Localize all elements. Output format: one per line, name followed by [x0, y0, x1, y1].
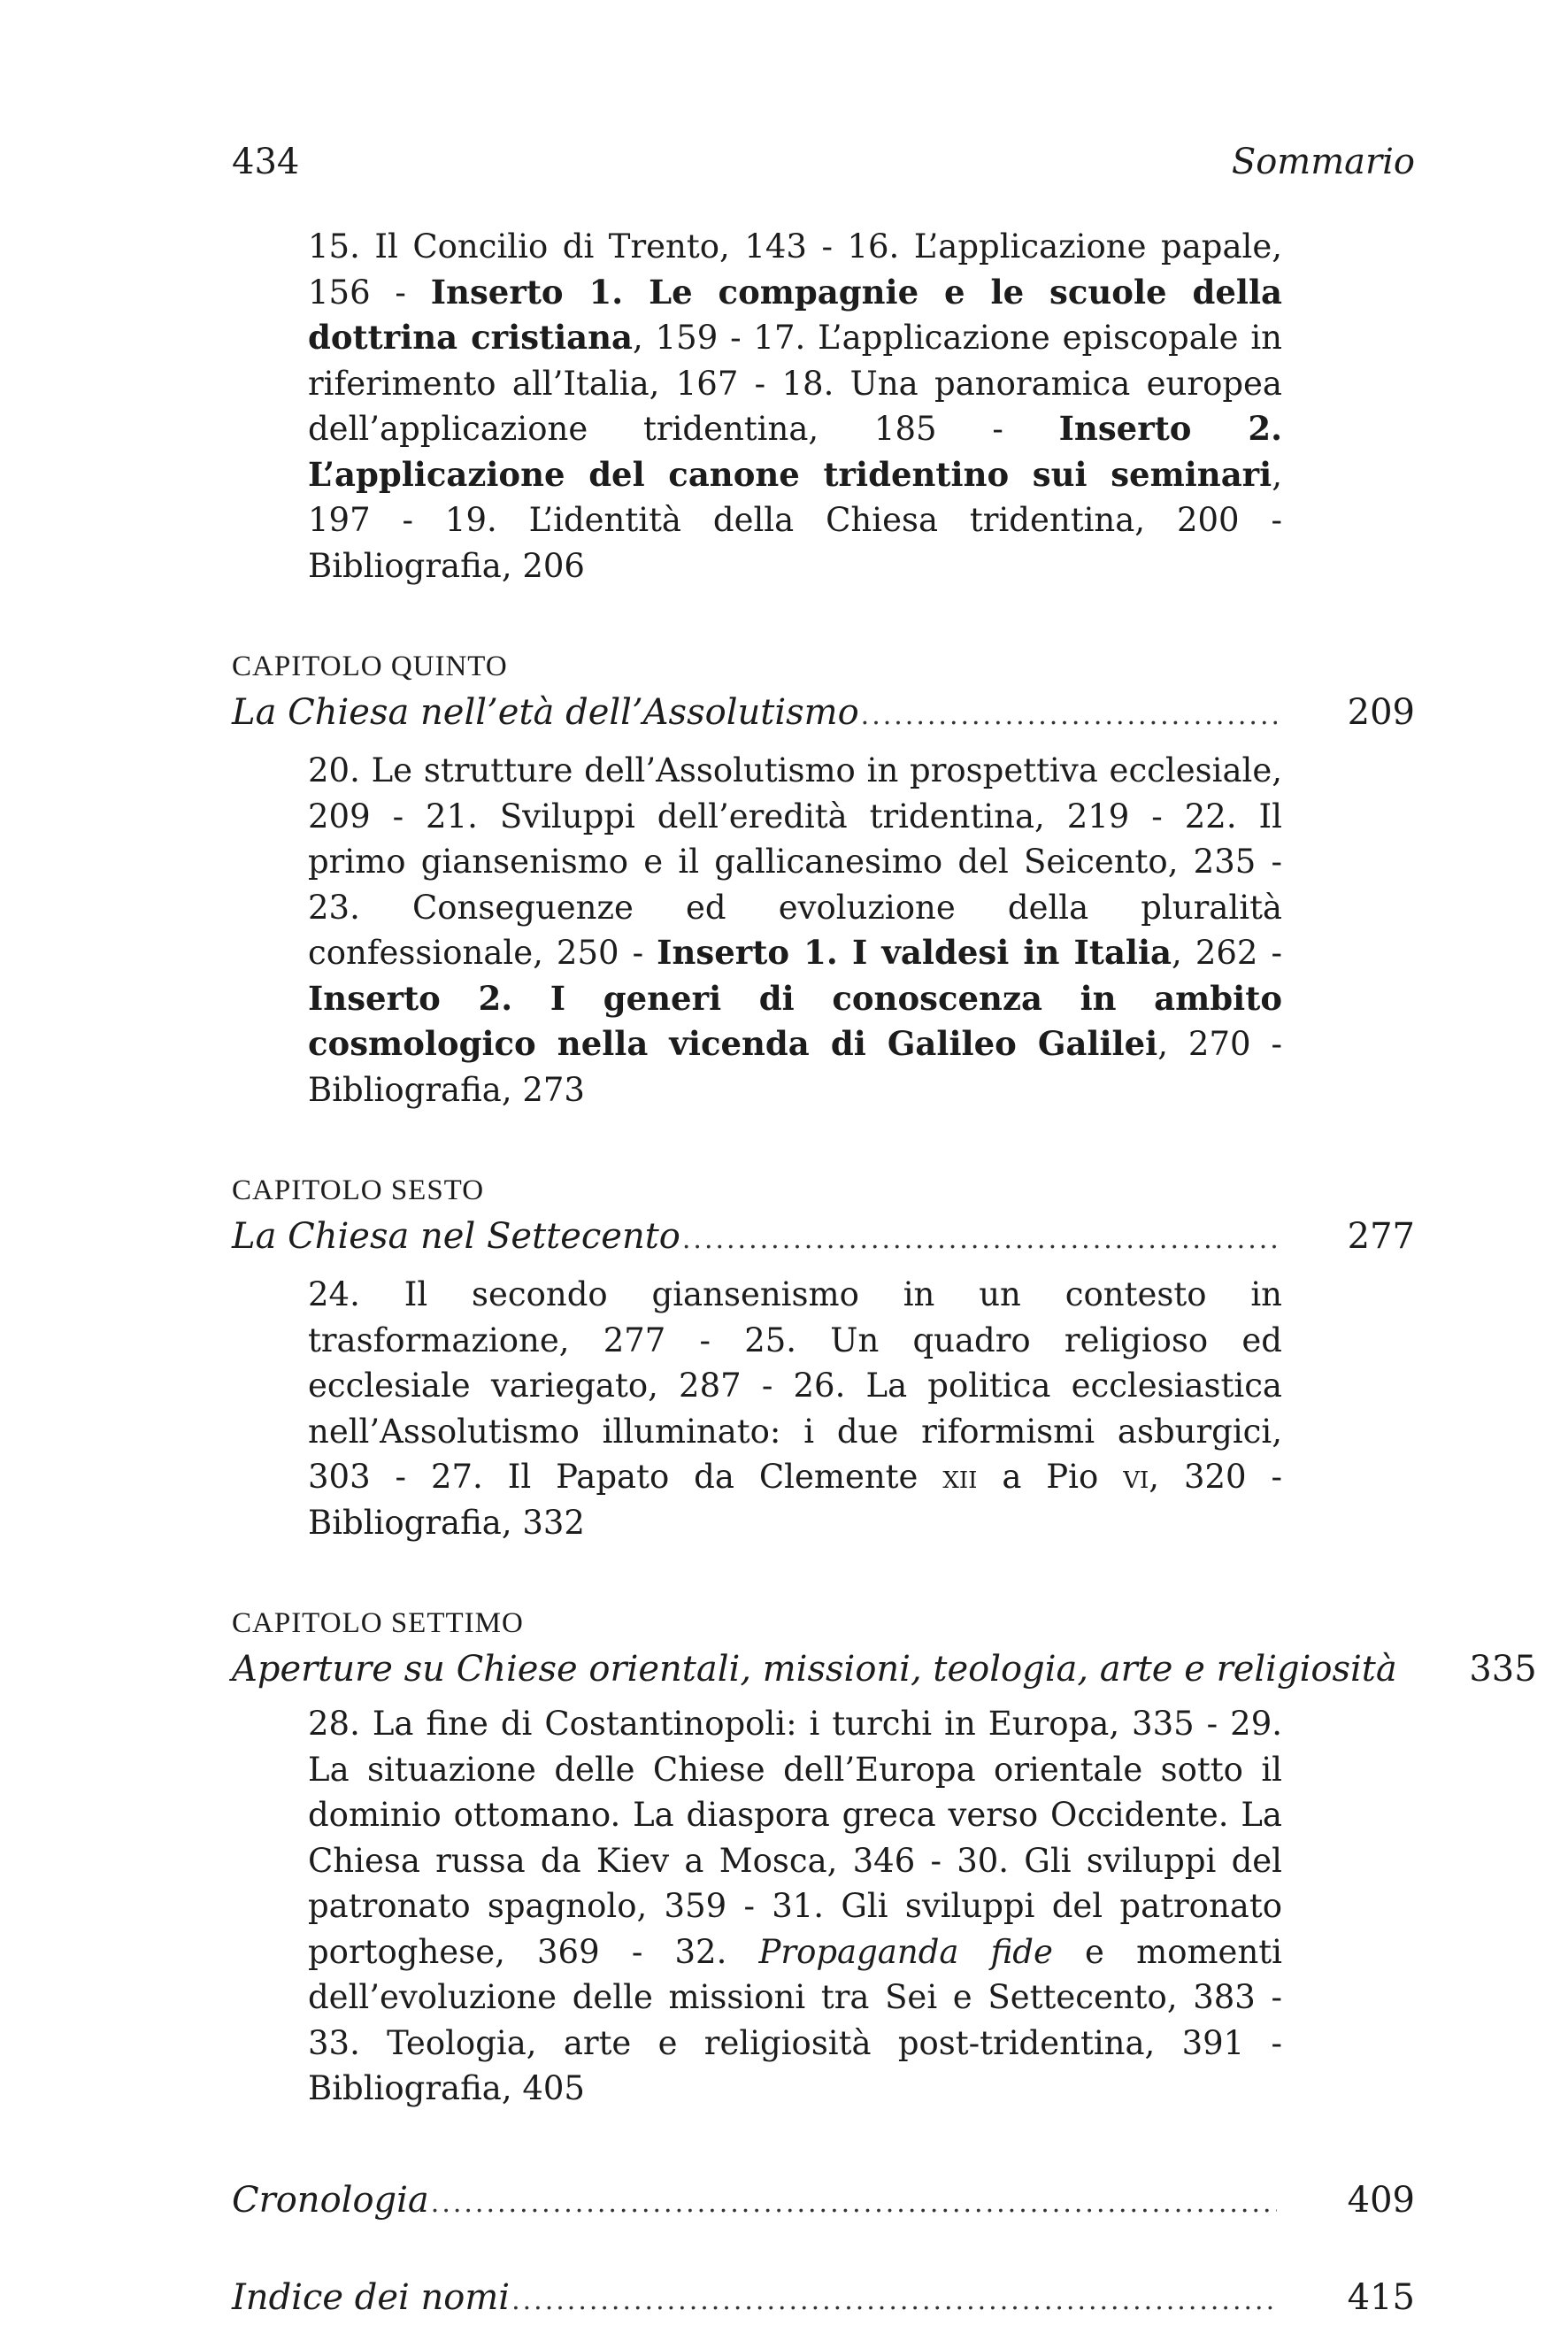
chapter-page-number: 209 — [1347, 692, 1415, 733]
roman-numeral: vi — [1123, 1458, 1149, 1496]
dot-leader — [861, 691, 1277, 741]
chapter-label: CAPITOLO SESTO — [232, 1174, 485, 1206]
chapter-label: CAPITOLO QUINTO — [232, 651, 508, 682]
dot-leader — [682, 1215, 1277, 1265]
toc-entry-chapter-5[interactable] — [232, 688, 1415, 741]
chapter-page-number: 335 — [1469, 1649, 1537, 1690]
summary-text: 15. Il Concilio di Trento, 143 - 16. L’applicazione papale, 156 - — [308, 227, 1282, 312]
table-of-contents — [232, 224, 1537, 2333]
summary-text: , 262 - — [1172, 934, 1282, 972]
summary-text: a Pio — [977, 1458, 1124, 1496]
chapter-page-number: 277 — [1347, 1216, 1415, 1257]
toc-entry-indice-dei-nomi[interactable] — [232, 2273, 1415, 2326]
toc-entry-cronologia[interactable] — [232, 2175, 1415, 2229]
summary-text: 20. Le strutture dell’Assolutismo in prospettiva ecclesiale, 209 - 21. Sviluppi dell’eredità tridentina, 219 - 22. Il primo giansenismo e il gallicanesimo del Seicento, 235 - 23. Conseguenze ed evoluzione della pluralità confessionale, 250 - — [308, 751, 1282, 972]
roman-numeral: xii — [942, 1458, 978, 1496]
running-head — [232, 142, 1415, 182]
summary-text: , 320 - Bibliografia, 332 — [308, 1458, 1282, 1542]
summary-text: 24. Il secondo giansenismo in un contesto in trasformazione, 277 - 25. Un quadro religioso ed ecclesiale variegato, 287 - 26. La politica ecclesiastica nell’Assolutismo illuminato: i due riformismi asburgici, 303 - 27. Il Papato da Clemente — [308, 1275, 1282, 1496]
chapter-title: La Chiesa nel Settecento — [232, 1216, 680, 1257]
summary-text: , 197 - 19. L’identità della Chiesa tridentina, 200 - Bibliografia, 206 — [308, 455, 1282, 585]
running-title: Sommario — [1231, 142, 1415, 182]
chapter-title: La Chiesa nell’età dell’Assolutismo — [232, 692, 859, 733]
chapter-summary-continued — [308, 224, 1282, 589]
chapter-summary — [308, 748, 1282, 1113]
chapter-summary — [308, 1701, 1282, 2112]
insert-title: Inserto 2. L’applicazione del canone tridentino sui seminari — [308, 409, 1282, 494]
section-page-number: 409 — [1347, 2179, 1415, 2221]
toc-entry-chapter-7[interactable] — [232, 1644, 1537, 1694]
insert-title: Inserto 1. Le compagnie e le scuole della dottrina cristiana — [308, 272, 1283, 357]
chapter-title: Aperture su Chiese orientali, missioni, teologia, arte e religiosità — [232, 1649, 1397, 1690]
section-title: Indice dei nomi — [232, 2276, 511, 2318]
dot-leader — [511, 2276, 1277, 2326]
chapter-label: CAPITOLO SETTIMO — [232, 1607, 524, 1639]
dot-leader — [431, 2179, 1277, 2229]
insert-title: Inserto 2. I generi di conoscenza in ambito cosmologico nella vicenda di Galileo Galilei — [308, 978, 1282, 1063]
toc-entry-chapter-6[interactable] — [232, 1212, 1415, 1265]
summary-text: e momenti dell’evoluzione delle missioni tra Sei e Settecento, 383 - 33. Teologia, arte e religiosità post-tridentina, 391 - Bibliografia, 405 — [308, 1932, 1282, 2107]
section-page-number: 415 — [1347, 2276, 1415, 2318]
summary-text: , 159 - 17. L’applicazione episcopale in riferimento all’Italia, 167 - 18. Una panoramica europea dell’applicazione tridentina, 185 - — [308, 319, 1282, 448]
chapter-summary — [308, 1272, 1282, 1545]
section-title: Cronologia — [232, 2179, 429, 2221]
page-number: 434 — [232, 142, 300, 182]
italic-title: Propaganda fide — [758, 1932, 1053, 1971]
summary-text: , 270 - Bibliografia, 273 — [308, 1025, 1282, 1109]
summary-text: 28. La fine di Costantinopoli: i turchi in Europa, 335 - 29. La situazione delle Chiese dell’Europa orientale sotto il dominio ottomano. La diaspora greca verso Occidente. La Chiesa russa da Kiev a Mosca, 346 - 30. Gli sviluppi del patronato spagnolo, 359 - 31. Gli sviluppi del patronato portoghese, 369 - 32. — [308, 1705, 1282, 1971]
insert-title: Inserto 1. I valdesi in Italia — [657, 933, 1172, 972]
